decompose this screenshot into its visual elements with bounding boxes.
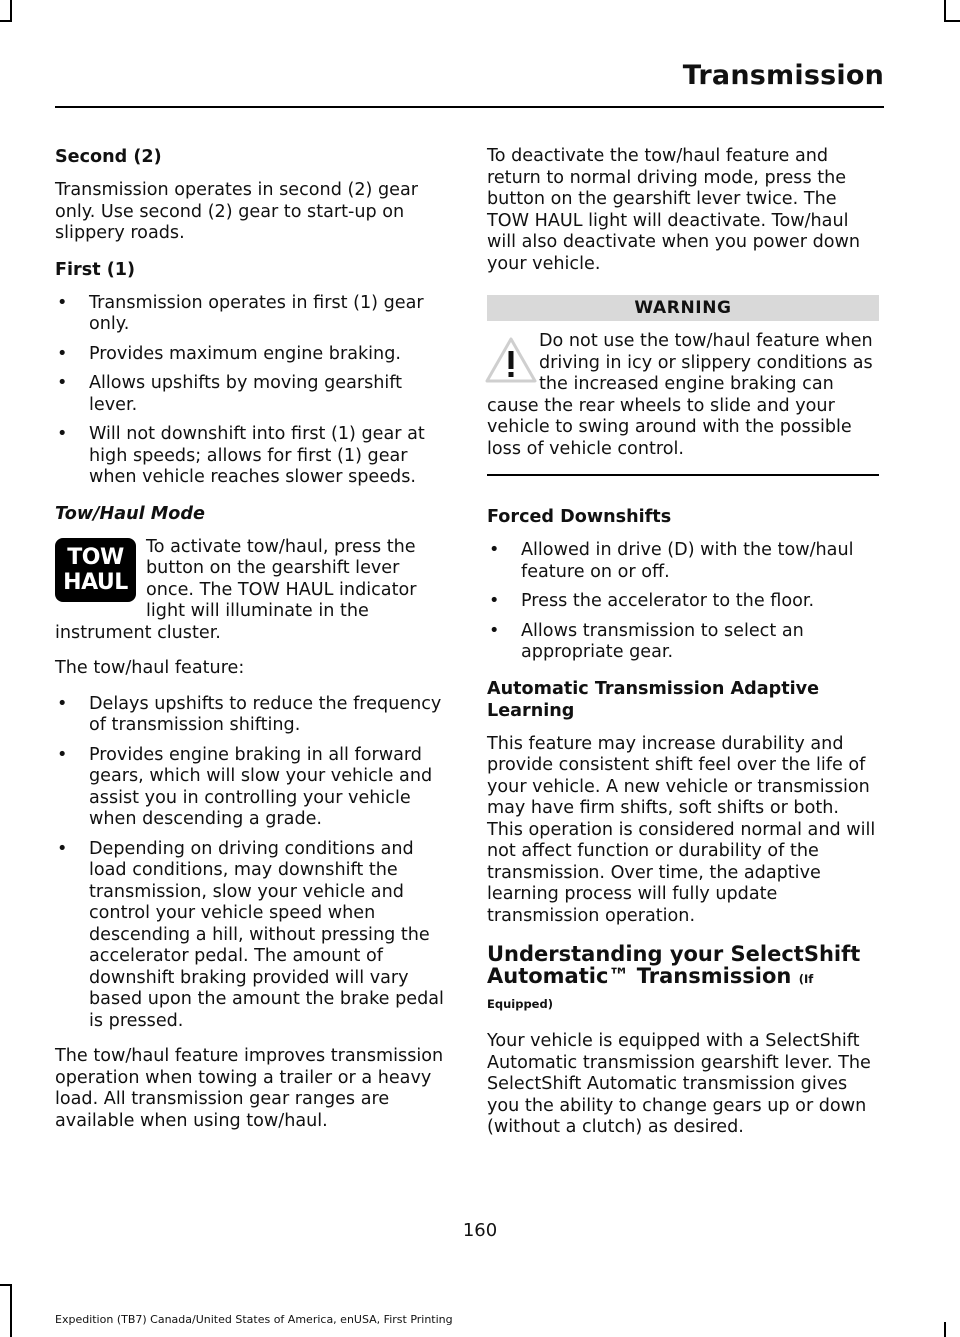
bullet-icon: •	[57, 292, 68, 313]
bullet-icon: •	[57, 343, 68, 364]
feature-intro: The tow/haul feature:	[55, 658, 245, 678]
adaptive-learning-heading: Automatic Transmission Adaptive Learning	[487, 678, 820, 721]
bullet-icon: •	[57, 373, 68, 393]
feature-list	[55, 694, 447, 1033]
adaptive-learning-text: This feature may increase durability and provide consistent shift feel over the life of your vehicle. A new vehicle or transmission may have firm shifts, soft shifts or both. This operation is considered normal and will not affect function or durability of the transmission. Over time, the adaptive learning process will fully update transmission operation.	[487, 733, 876, 926]
deactivate-text: To deactivate the tow/haul feature and return to normal driving mode, press the button on the gearshift lever twice. The TOW HAUL light will deactivate. Tow/haul will also deactivate when you power down your vehicle.	[487, 146, 861, 274]
bullet-icon: •	[489, 540, 500, 560]
list-item: • Transmission operates in first (1) gear only.	[57, 292, 424, 334]
list-item: • Allows transmission to select an appropriate gear.	[489, 620, 804, 662]
bullet-icon: •	[57, 744, 68, 765]
right-column	[487, 146, 879, 1153]
warning-text: Do not use the tow/haul feature when driving in icy or slippery conditions as the increased engine braking can cause the rear wheels to slide and your vehicle to swing around with the possible loss of vehicle control.	[487, 331, 873, 459]
second-gear-text: Transmission operates in second (2) gear only. Use second (2) gear to start-up on slippery roads.	[55, 180, 418, 243]
first-gear-list	[55, 293, 447, 489]
list-item: • Depending on driving conditions and load conditions, may downshift the transmission, slow your vehicle and control your vehicle speed when descending a hill, without pressing the accelerator pedal. The amount of downshift braking provided will vary based upon the amount the brake pedal is pressed.	[57, 838, 444, 1031]
crop-mark	[10, 0, 12, 22]
crop-mark	[944, 20, 960, 22]
bullet-icon: •	[57, 838, 68, 859]
bullet-icon: •	[489, 591, 500, 611]
crop-mark	[0, 1284, 12, 1286]
list-item: • Delays upshifts to reduce the frequency of transmission shifting.	[57, 693, 442, 735]
selectshift-text: Your vehicle is equipped with a SelectShift Automatic transmission gearshift lever. The SelectShift Automatic transmission gives you the ability to change gears up or down (without a clutch) as desired.	[487, 1031, 871, 1137]
tow-haul-icon: TOW HAUL	[55, 538, 136, 602]
warning-box	[487, 331, 879, 460]
list-item: • Will not downshift into first (1) gear at high speeds; allows for first (1) gear when vehicle reaches slower speeds.	[57, 424, 425, 487]
forced-downshifts-heading: Forced Downshifts	[487, 507, 672, 527]
crop-mark	[0, 20, 12, 22]
first-gear-heading: First (1)	[55, 259, 136, 280]
tow-haul-improves-text: The tow/haul feature improves transmission operation when towing a trailer or a heavy load. All transmission gear ranges are available when using tow/haul.	[55, 1046, 444, 1131]
crop-mark	[944, 0, 946, 22]
list-item: • Press the accelerator to the floor.	[489, 591, 815, 611]
crop-mark	[944, 1322, 946, 1337]
warning-label: WARNING	[487, 295, 879, 321]
tow-haul-text: To activate tow/haul, press the button on the gearshift lever once. The TOW HAUL indicator light will illuminate in the instrument cluster.	[55, 536, 417, 643]
list-item: • Provides engine braking in all forward gears, which will slow your vehicle and assist you in controlling your vehicle when descending a grade.	[57, 744, 433, 829]
list-item: • Allows upshifts by moving gearshift lever.	[57, 373, 403, 415]
page-title: Transmission	[682, 60, 884, 91]
warning-triangle-icon	[483, 335, 539, 385]
tow-haul-intro	[55, 537, 447, 645]
list-item: • Provides maximum engine braking.	[57, 343, 401, 364]
bullet-icon: •	[57, 424, 68, 444]
warning-divider	[487, 474, 879, 476]
list-item: • Allowed in drive (D) with the tow/haul feature on or off.	[489, 540, 854, 582]
bullet-icon: •	[57, 693, 68, 714]
bullet-icon: •	[489, 620, 500, 641]
left-column	[55, 146, 447, 1146]
selectshift-heading: Understanding your SelectShift Automatic™ Transmission (If Equipped)	[487, 942, 861, 1011]
tow-haul-heading: Tow/Haul Mode	[55, 503, 205, 524]
forced-downshifts-list	[487, 540, 879, 664]
crop-mark	[10, 1284, 12, 1337]
header-divider	[55, 106, 884, 108]
selectshift-heading-suffix: (If Equipped)	[487, 972, 814, 1011]
footer-edition: Expedition (TB7) Canada/United States of America, enUSA, First Printing	[55, 1313, 453, 1326]
second-gear-heading: Second (2)	[55, 147, 162, 167]
page-number: 160	[462, 1220, 498, 1241]
